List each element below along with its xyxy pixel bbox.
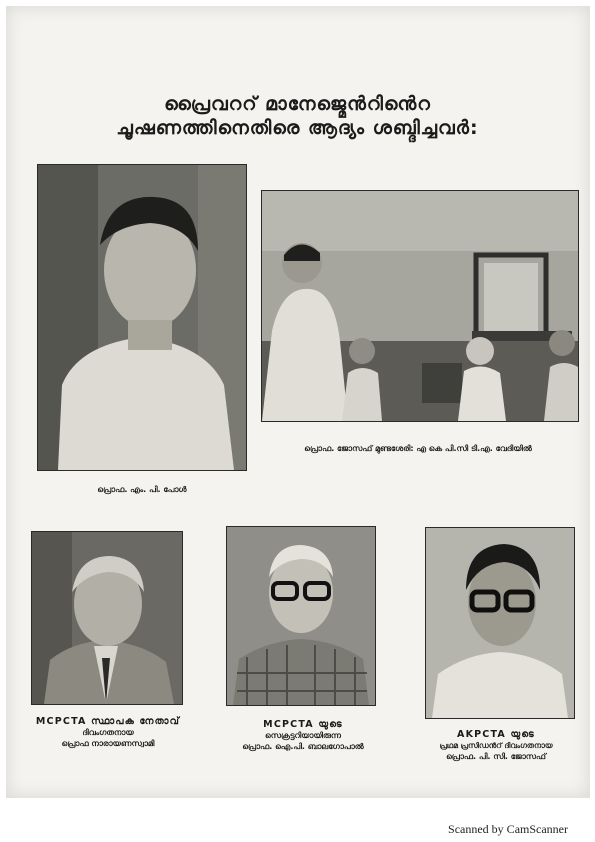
caption-narayanaswami <box>18 716 198 749</box>
camscanner-watermark: Scanned by CamScanner <box>448 822 568 836</box>
caption-narayanaswami-line-2: ദിവംഗതനായ <box>82 728 134 737</box>
caption-mp-paul: പ്രൊഫ. എം. പി. പോൾ <box>97 485 187 494</box>
caption-joseph-mundassery: പ്രൊഫ. ജോസഫ് മുണ്ടശേരി: എ കെ പി.സി ടി.എ. വേദിയിൽ <box>304 444 532 453</box>
stage-photo-joseph-mundassery <box>262 191 578 421</box>
caption-ip-balagopal-line-3: പ്രൊഫ. ഐ.പി. ബാലഗോപാൽ <box>242 742 364 751</box>
portrait-photo-ip-balagopal <box>227 527 375 705</box>
page-title-line-1: പ്രൈവററ് മാനേജ്മെൻറിൻെറ <box>164 93 431 115</box>
caption-narayanaswami-line-3: പ്രൊഫ നാരായണസ്വാമി <box>61 739 155 748</box>
portrait-photo-narayanaswami <box>32 532 182 704</box>
page-title-line-2: ചൂഷണത്തിനെതിരെ ആദ്യം ശബ്ദിച്ചവർ: <box>116 117 479 139</box>
caption-pc-joseph-line-2: പ്രഥമ പ്രസിഡൻറ് ദിവംഗതനായ <box>439 741 553 750</box>
caption-ip-balagopal-line-1: MCPCTA യുടെ <box>263 719 343 730</box>
caption-ip-balagopal-line-2: സെക്രട്ടറിയായിരുന്ന <box>264 731 341 740</box>
portrait-photo-pc-joseph <box>426 528 574 718</box>
portrait-photo-mp-paul <box>38 165 246 470</box>
caption-pc-joseph-line-1: AKPCTA യുടെ <box>457 729 535 740</box>
caption-pc-joseph <box>398 729 594 762</box>
caption-narayanaswami-line-1: MCPCTA സ്ഥാപക നേതാവ് <box>35 716 181 727</box>
caption-pc-joseph-line-3: പ്രൊഫ. പി. സി. ജോസഫ് <box>446 752 546 761</box>
caption-ip-balagopal <box>205 719 401 752</box>
